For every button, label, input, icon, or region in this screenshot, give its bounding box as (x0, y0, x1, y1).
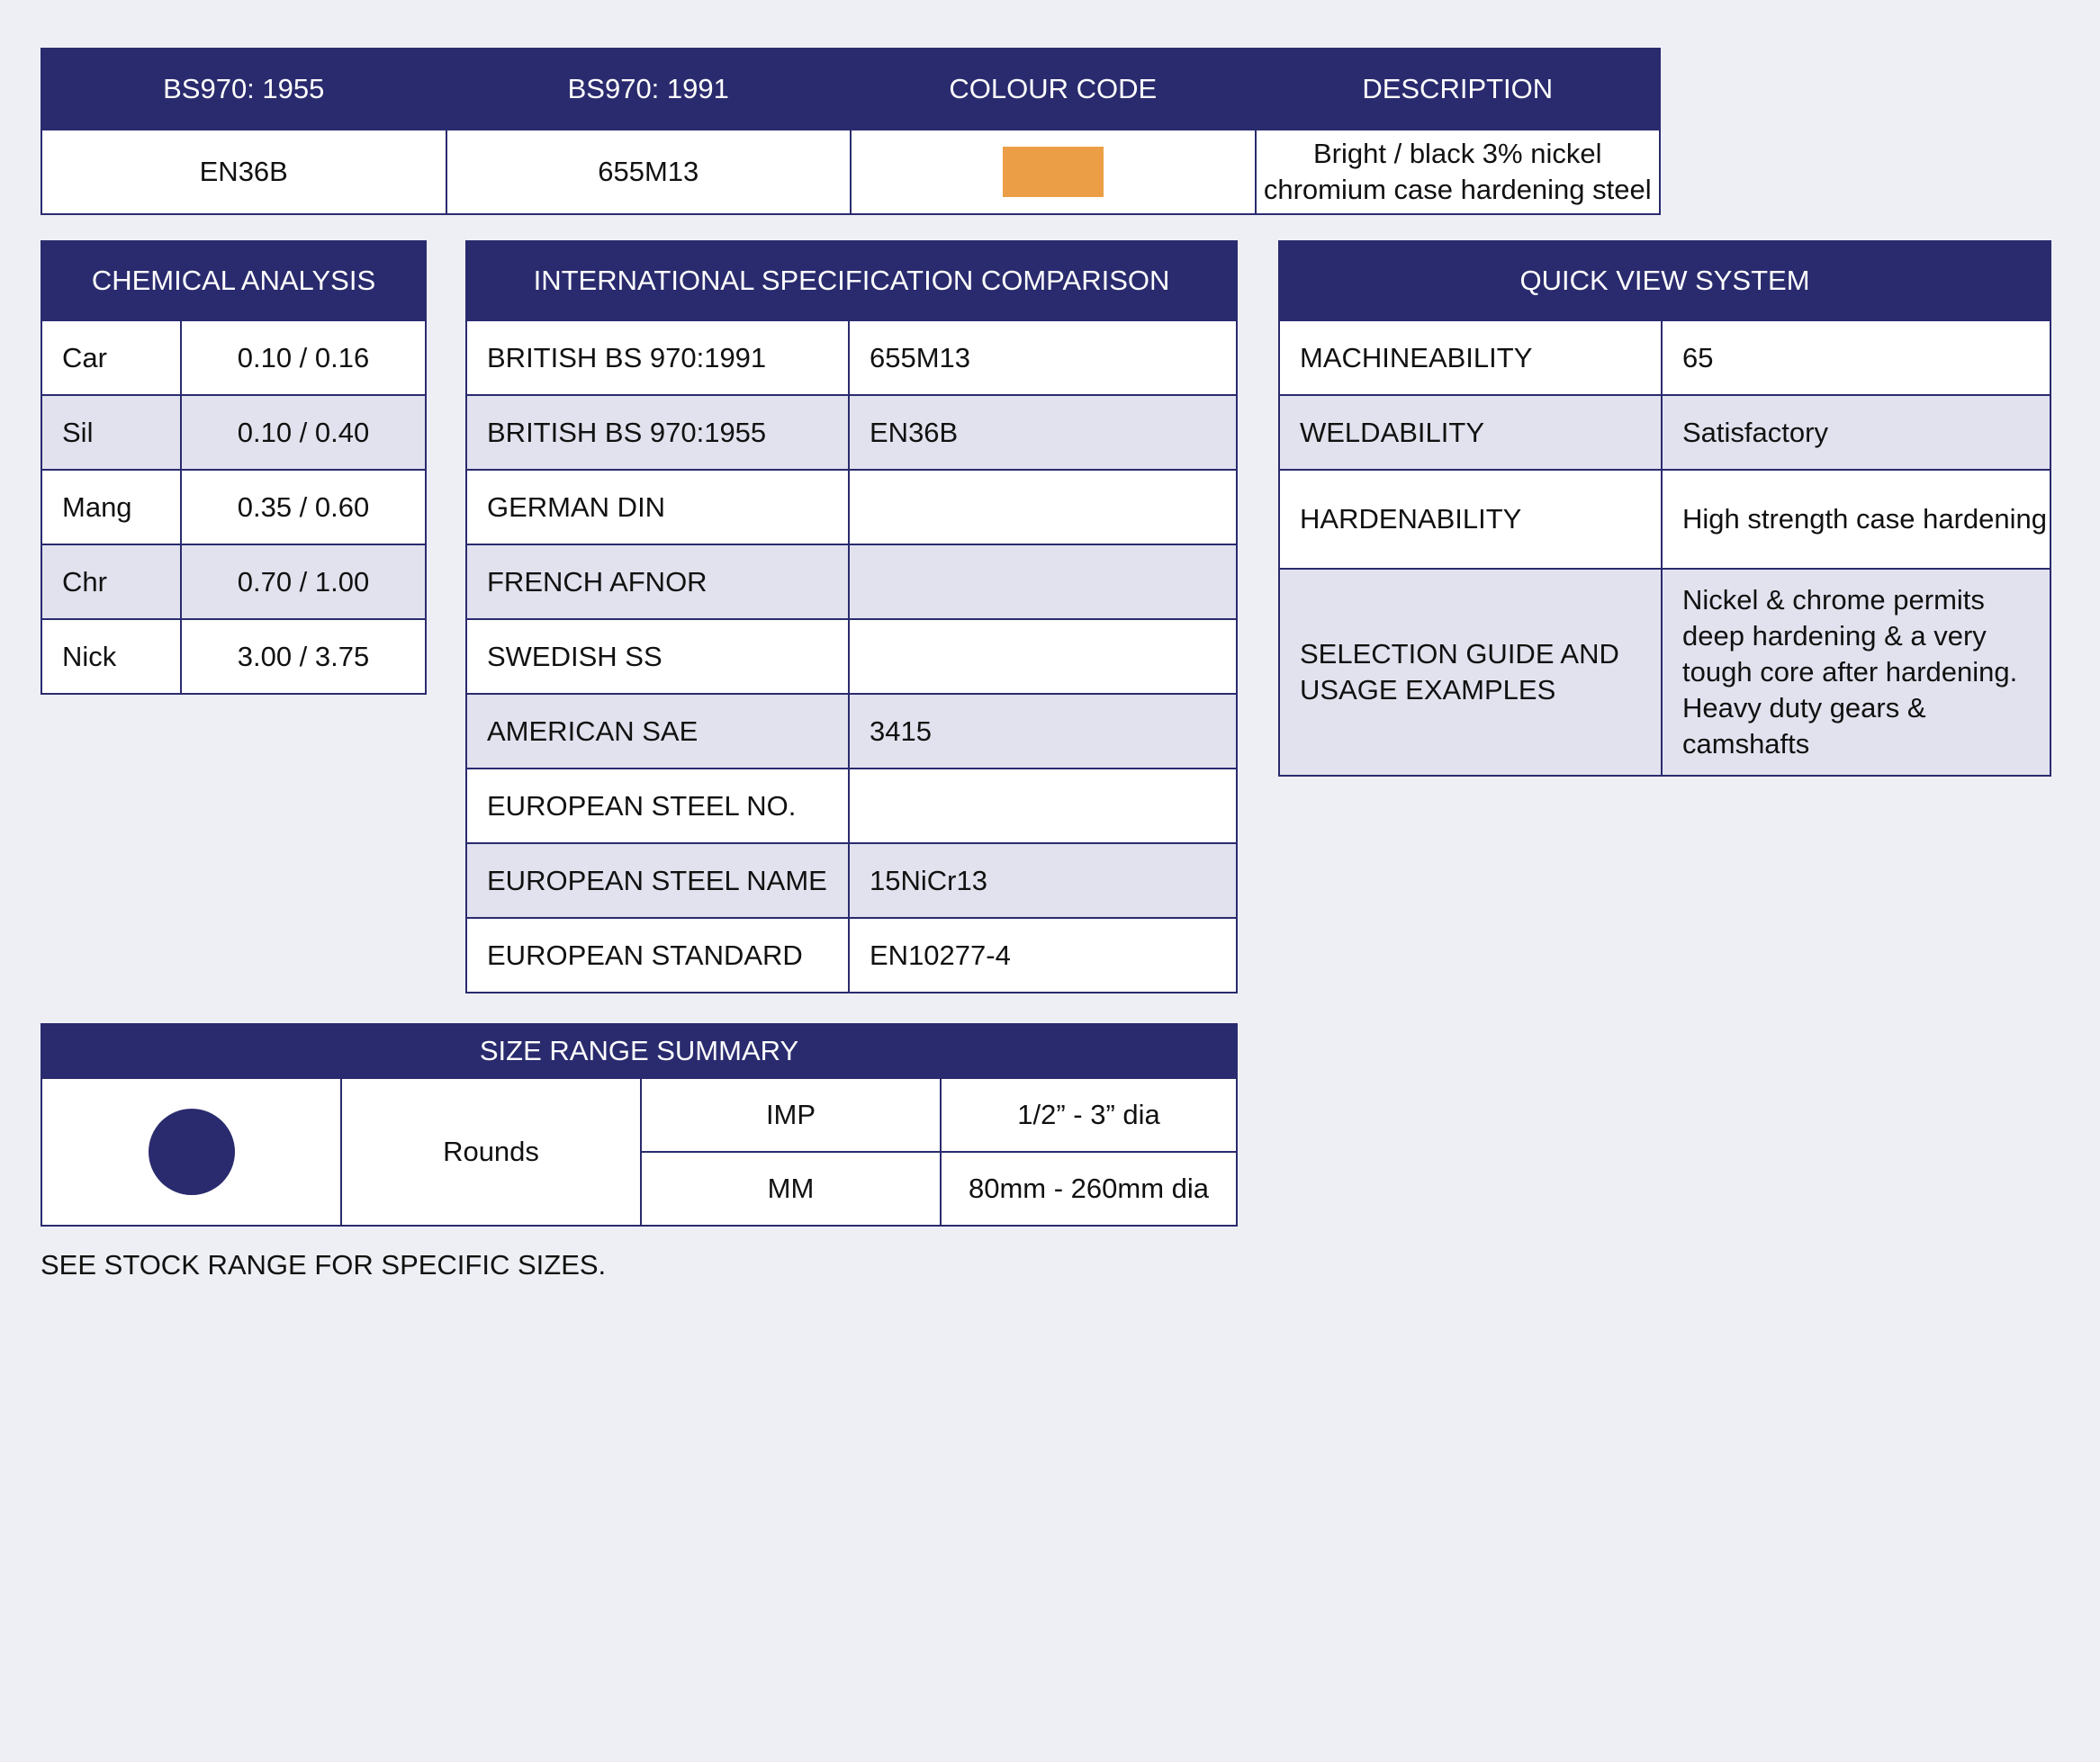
table-row (466, 843, 1237, 918)
spec-label: FRENCH AFNOR (466, 544, 849, 619)
spec-value: 655M13 (849, 320, 1237, 395)
description-line-1: Bright / black 3% nickel (1313, 138, 1602, 169)
property-value: Satisfactory (1662, 395, 2050, 470)
table-row (1279, 569, 2050, 776)
table-row (466, 544, 1237, 619)
table-row (466, 395, 1237, 470)
property-label: MACHINEABILITY (1279, 320, 1662, 395)
colour-code-swatch (1003, 147, 1104, 197)
footnote: SEE STOCK RANGE FOR SPECIFIC SIZES. (41, 1249, 607, 1281)
bs970-1955-value: EN36B (41, 130, 446, 214)
column-header-bs970-1955: BS970: 1955 (41, 49, 446, 130)
shape-label: Rounds (341, 1078, 641, 1226)
element-label: Mang (41, 470, 181, 544)
property-label: WELDABILITY (1279, 395, 1662, 470)
spec-label: GERMAN DIN (466, 470, 849, 544)
spec-label: EUROPEAN STEEL NAME (466, 843, 849, 918)
element-label: Car (41, 320, 181, 395)
table-row (466, 619, 1237, 694)
table-row (466, 769, 1237, 843)
chemical-analysis-table (41, 240, 427, 695)
property-value: High strength case hardening (1662, 470, 2050, 569)
mm-value: 80mm - 260mm dia (941, 1152, 1237, 1226)
spec-value: 3415 (849, 694, 1237, 769)
spec-label: SWEDISH SS (466, 619, 849, 694)
table-row (466, 918, 1237, 993)
spec-value: 15NiCr13 (849, 843, 1237, 918)
column-header-description: DESCRIPTION (1256, 49, 1661, 130)
property-value: 65 (1662, 320, 2050, 395)
property-label: HARDENABILITY (1279, 470, 1662, 569)
spec-value (849, 544, 1237, 619)
imp-value: 1/2” - 3” dia (941, 1078, 1237, 1152)
international-specification-title: INTERNATIONAL SPECIFICATION COMPARISON (466, 241, 1237, 320)
mm-label: MM (641, 1152, 941, 1226)
table-row (41, 395, 426, 470)
element-range: 3.00 / 3.75 (181, 619, 426, 694)
element-label: Nick (41, 619, 181, 694)
spec-label: EUROPEAN STANDARD (466, 918, 849, 993)
spec-label: BRITISH BS 970:1991 (466, 320, 849, 395)
round-bar-icon (149, 1109, 235, 1195)
element-label: Sil (41, 395, 181, 470)
description-line-2: chromium case hardening steel (1263, 174, 1652, 205)
table-row (41, 1078, 1237, 1152)
property-label: SELECTION GUIDE AND USAGE EXAMPLES (1279, 569, 1662, 776)
element-range: 0.10 / 0.16 (181, 320, 426, 395)
element-label: Chr (41, 544, 181, 619)
property-value: Nickel & chrome permits deep hardening & a very tough core after hardening. Heavy duty gears & camshafts (1662, 569, 2050, 776)
spec-value (849, 769, 1237, 843)
column-header-bs970-1991: BS970: 1991 (446, 49, 852, 130)
table-row (1279, 320, 2050, 395)
specification-header-table (41, 48, 1661, 215)
table-row (41, 470, 426, 544)
shape-icon-cell (41, 1078, 341, 1226)
size-range-summary-title: SIZE RANGE SUMMARY (41, 1024, 1237, 1078)
table-row (41, 619, 426, 694)
table-row (1279, 470, 2050, 569)
imp-label: IMP (641, 1078, 941, 1152)
chemical-analysis-title: CHEMICAL ANALYSIS (41, 241, 426, 320)
quick-view-system-title: QUICK VIEW SYSTEM (1279, 241, 2050, 320)
element-range: 0.70 / 1.00 (181, 544, 426, 619)
table-row (466, 694, 1237, 769)
column-header-colour-code: COLOUR CODE (851, 49, 1256, 130)
bs970-1991-value: 655M13 (446, 130, 852, 214)
spec-value: EN36B (849, 395, 1237, 470)
table-row (41, 544, 426, 619)
size-range-summary-table (41, 1023, 1238, 1227)
spec-label: BRITISH BS 970:1955 (466, 395, 849, 470)
spec-value: EN10277-4 (849, 918, 1237, 993)
table-row (1279, 395, 2050, 470)
spec-value (849, 619, 1237, 694)
spec-label: EUROPEAN STEEL NO. (466, 769, 849, 843)
spec-value (849, 470, 1237, 544)
table-row (466, 470, 1237, 544)
quick-view-system-table (1278, 240, 2051, 777)
colour-code-cell (851, 130, 1256, 214)
element-range: 0.35 / 0.60 (181, 470, 426, 544)
description-cell (1256, 130, 1661, 214)
element-range: 0.10 / 0.40 (181, 395, 426, 470)
table-row (466, 320, 1237, 395)
international-specification-table (465, 240, 1238, 993)
spec-label: AMERICAN SAE (466, 694, 849, 769)
table-row (41, 320, 426, 395)
